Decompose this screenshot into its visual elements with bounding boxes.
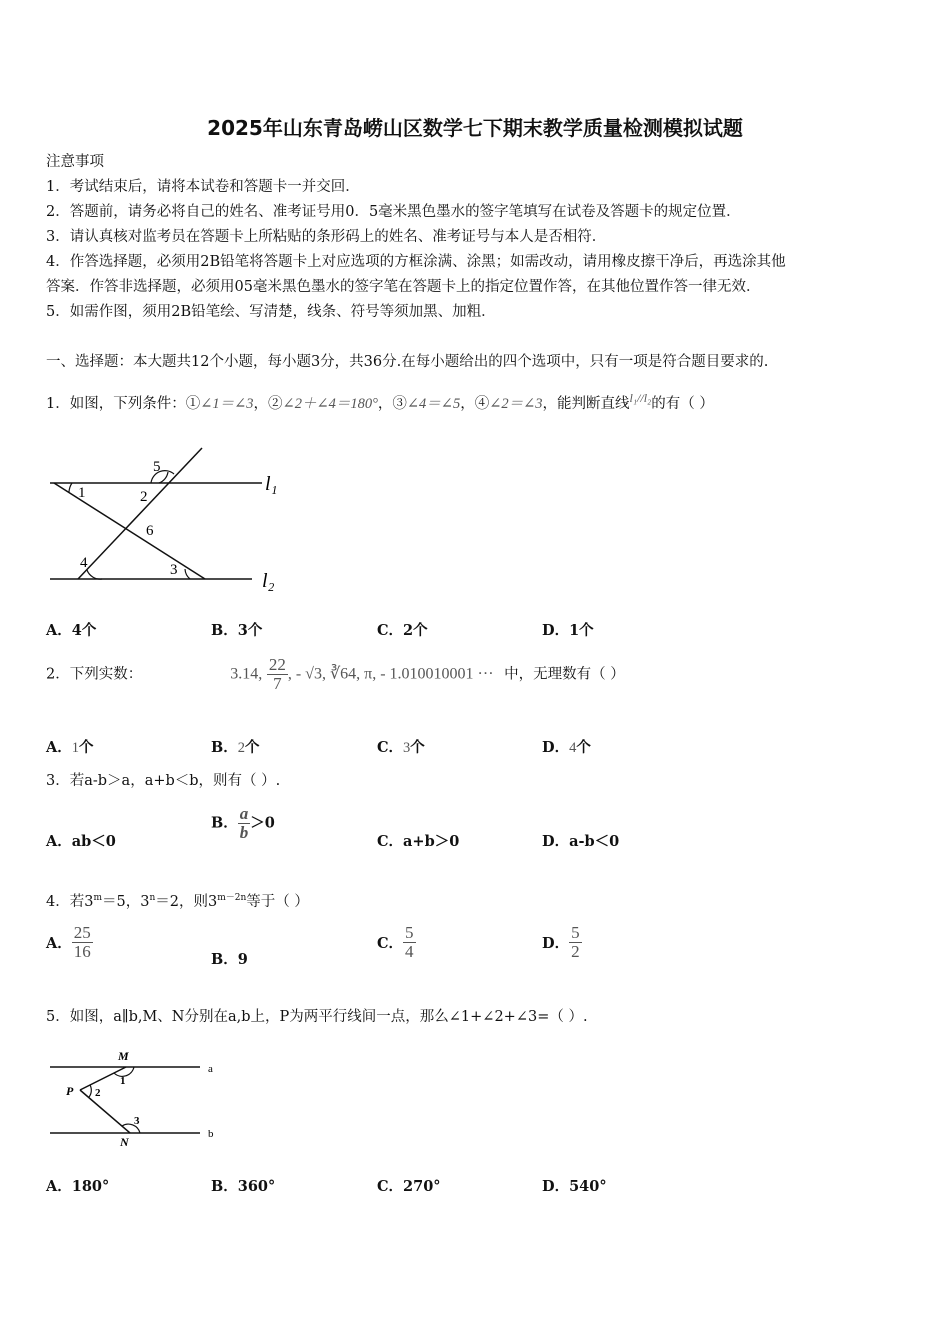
q3-option-a[interactable]: A．ab＜0 <box>46 833 116 850</box>
note-item: 1．考试结束后，请将本试卷和答题卡一并交回． <box>46 179 360 195</box>
angle-label-5: 5 <box>153 459 161 475</box>
q5-option-a[interactable]: A．180° <box>46 1178 110 1195</box>
line-label-l1: l₁ <box>265 473 278 495</box>
fraction-22-7: $\frac{22}{7}$ <box>268 655 286 693</box>
page-title: 2025年山东青岛崂山区数学七下期末教学质量检测模拟试题 <box>207 116 743 140</box>
q2-option-a[interactable]: A．1个 <box>46 739 94 756</box>
notes-heading: 注意事项 <box>46 154 104 170</box>
angle-label-2: 2 <box>95 1087 101 1099</box>
q2-option-c[interactable]: C．3个 <box>377 739 425 756</box>
note-item: 2．答题前，请务必将自己的姓名、准考证号用0．5毫米黑色墨水的签字笔填写在试卷及答题卡的规定位置． <box>46 204 741 220</box>
q3-option-c[interactable]: C．a+b＞0 <box>377 833 460 850</box>
q4-option-d[interactable]: D． $\frac{5}{2}$ <box>542 923 580 961</box>
q1-option-c[interactable]: C．2个 <box>377 622 428 639</box>
angle-label-2: 2 <box>140 489 148 505</box>
q2-option-b[interactable]: B．2个 <box>211 739 260 756</box>
q5-option-c[interactable]: C．270° <box>377 1178 441 1195</box>
note-item: 答案．作答非选择题，必须用05毫米黑色墨水的签字笔在答题卡上的指定位置作答，在其他位置作答一律无效． <box>46 279 761 295</box>
question-2-stem: 2．下列实数： 3.14, $\frac{22}{7}$ , - √3, ∛64, π, - 1.010010001 ··· 中，无理数有（ ） <box>46 655 625 693</box>
angle-label-3: 3 <box>134 1115 140 1127</box>
line-label-l2: l₂ <box>262 570 275 592</box>
angle-label-4: 4 <box>80 555 88 571</box>
point-label-m: M <box>118 1049 129 1063</box>
note-item: 3．请认真核对监考员在答题卡上所粘贴的条形码上的姓名、准考证号与本人是否相符． <box>46 229 607 245</box>
question-5-stem: 5．如图，a∥b,M、N分别在a,b上，P为两平行线间一点，那么∠1+∠2+∠3=（ ）. <box>46 1009 588 1025</box>
point-label-p: P <box>66 1084 74 1098</box>
line-label-a: a <box>208 1063 213 1075</box>
q1-option-b[interactable]: B．3个 <box>211 622 263 639</box>
q3-option-b[interactable]: B． $\frac{a}{b}$ ＞0 <box>211 804 275 842</box>
point-label-n: N <box>120 1135 129 1149</box>
q1-option-a[interactable]: A．4个 <box>46 622 97 639</box>
question-5-figure <box>40 1045 230 1153</box>
section-heading: 一、选择题：本大题共12个小题，每小题3分，共36分.在每小题给出的四个选项中，只有一项是符合题目要求的. <box>46 354 769 370</box>
q5-option-d[interactable]: D．540° <box>542 1178 607 1195</box>
angle-label-6: 6 <box>146 523 154 539</box>
q5-option-b[interactable]: B．360° <box>211 1178 276 1195</box>
q1-option-d[interactable]: D．1个 <box>542 622 594 639</box>
q4-option-b[interactable]: B．9 <box>211 951 248 968</box>
question-1-stem: 1．如图，下列条件：①∠1＝∠3，②∠2＋∠4＝180°，③∠4＝∠5，④∠2＝∠3，能判断直线$^{l_1//l_2}$的有（ ） <box>46 391 714 412</box>
q2-option-d[interactable]: D．4个 <box>542 739 591 756</box>
question-4-stem: 4．若$3^m=5$，$3^n=2$，则$3^{m-2n}$等于（ ） <box>46 893 309 910</box>
note-item: 5．如需作图，须用2B铅笔绘、写清楚，线条、符号等须加黑、加粗． <box>46 304 496 320</box>
q3-option-d[interactable]: D．a-b＜0 <box>542 833 620 850</box>
note-item: 4．作答选择题，必须用2B铅笔将答题卡上对应选项的方框涂满、涂黑；如需改动，请用橡皮擦干净后，再选涂其他 <box>46 254 786 270</box>
angle-label-1: 1 <box>78 485 86 501</box>
angle-label-1: 1 <box>120 1075 126 1087</box>
q4-option-a[interactable]: A． $\frac{25}{16}$ <box>46 923 91 961</box>
q4-option-c[interactable]: C． $\frac{5}{4}$ <box>377 923 414 961</box>
line-label-b: b <box>208 1128 214 1140</box>
angle-label-3: 3 <box>170 562 178 578</box>
question-3-stem: 3．若a-b＞a，a+b＜b，则有（ ）. <box>46 773 281 789</box>
question-1-figure <box>40 440 300 600</box>
